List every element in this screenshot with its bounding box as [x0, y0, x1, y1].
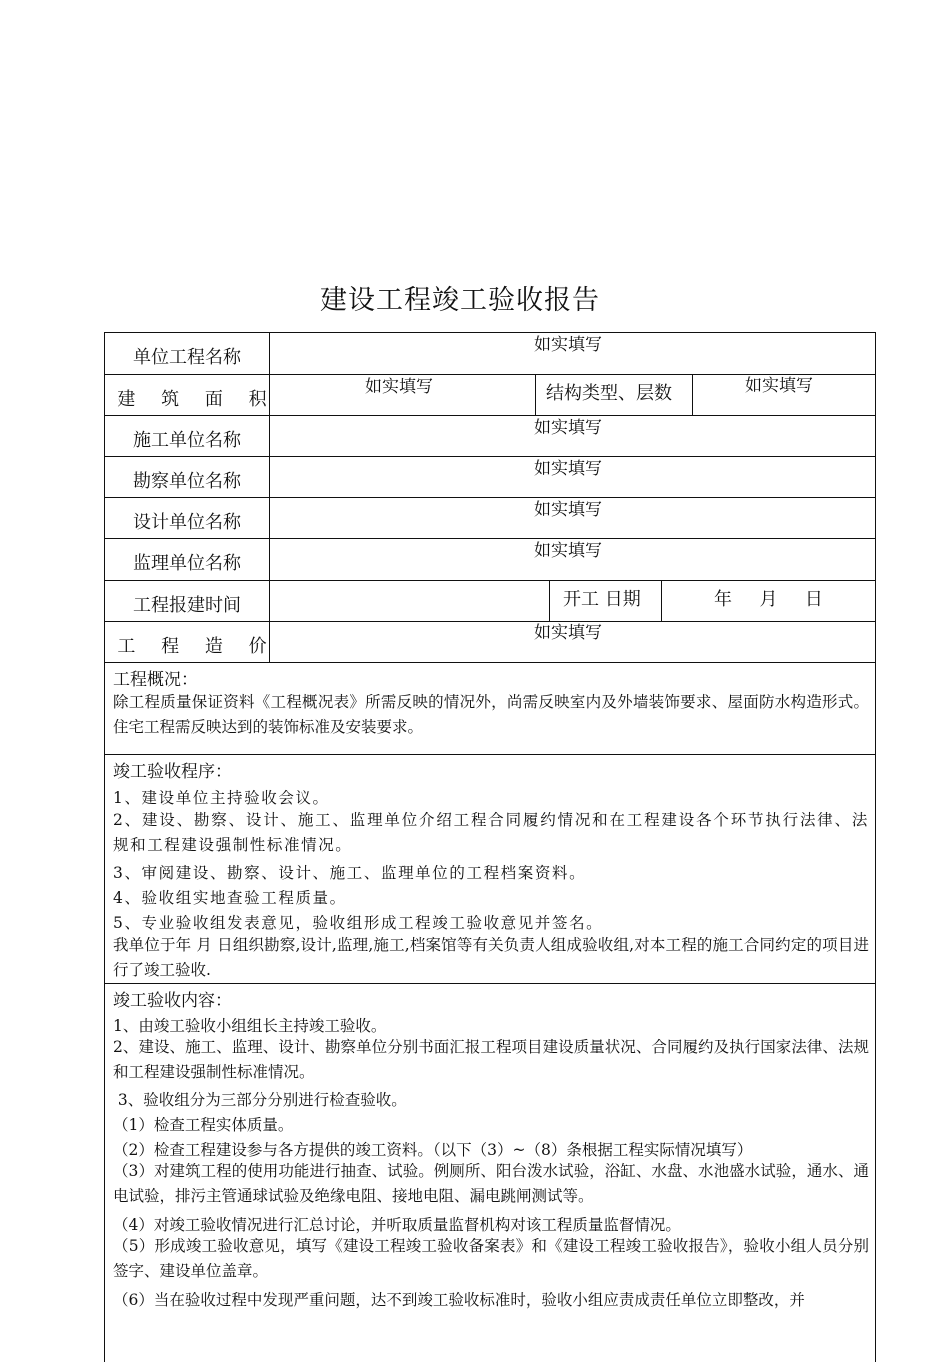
table-rule — [104, 415, 876, 416]
content-item: （4）对竣工验收情况进行汇总讨论，并听取质量监督机构对该工程质量监督情况。 — [113, 1216, 681, 1234]
table-rule — [104, 580, 876, 581]
structure-value: 如实填写 — [745, 376, 813, 396]
overview-heading: 工程概况： — [113, 670, 198, 690]
building-area-label: 建 筑 面 积 — [117, 389, 277, 410]
cost-label: 工 程 造 价 — [117, 636, 277, 657]
table-rule — [104, 374, 876, 375]
procedure-heading: 竣工验收程序： — [113, 762, 232, 782]
unit-name-label: 单位工程名称 — [133, 347, 241, 368]
procedure-item: 3、审阅建设、勘察、设计、施工、监理单位的工程档案资料。 — [113, 864, 587, 882]
table-rule — [692, 374, 693, 415]
table-rule — [104, 456, 876, 457]
survey-unit-label: 勘察单位名称 — [133, 471, 241, 492]
table-rule — [104, 662, 876, 663]
design-unit-value: 如实填写 — [534, 500, 602, 520]
table-rule — [104, 621, 876, 622]
structure-label: 结构类型、层数 — [546, 383, 672, 404]
procedure-item: 1、建设单位主持验收会议。 — [113, 789, 330, 807]
content-item: （1）检查工程实体质量。 — [113, 1116, 294, 1134]
report-time-label: 工程报建时间 — [133, 595, 241, 616]
content-item: 1、由竣工验收小组组长主持竣工验收。 — [113, 1017, 387, 1035]
content-heading: 竣工验收内容： — [113, 991, 232, 1011]
procedure-item: 2、建设、勘察、设计、施工、监理单位介绍工程合同履约情况和在工程建设各个环节执行法律、法规和工程建设强制性标准情况。 — [113, 811, 869, 854]
content-item: 2、建设、施工、监理、设计、勘察单位分别书面汇报工程项目建设质量状况、合同履约及执行国家法律、法规和工程建设强制性标准情况。 — [113, 1038, 869, 1081]
survey-unit-value: 如实填写 — [534, 459, 602, 479]
construction-unit-value: 如实填写 — [534, 418, 602, 438]
overview-text: 除工程质量保证资料《工程概况表》所需反映的情况外，尚需反映室内及外墙装饰要求、屋面防水构造形式。住宅工程需反映达到的装饰标准及安装要求。 — [113, 693, 869, 736]
construction-unit-label: 施工单位名称 — [133, 430, 241, 451]
table-rule — [535, 374, 536, 415]
content-item: （2）检查工程建设参与各方提供的竣工资料。（以下（3）~（8）条根据工程实际情况填写） — [113, 1141, 753, 1159]
content-item: （5）形成竣工验收意见，填写《建设工程竣工验收备案表》和《建设工程竣工验收报告》，验收小组人员分别签字、建设单位盖章。 — [113, 1237, 869, 1280]
supervision-unit-label: 监理单位名称 — [133, 553, 241, 574]
table-rule — [104, 497, 876, 498]
procedure-statement: 我单位于年 月 日组织勘察,设计,监理,施工,档案馆等有关负责人组成验收组,对本工程的施工合同约定的项目进行了竣工验收. — [113, 936, 869, 979]
start-date-label: 开工 日期 — [563, 589, 641, 610]
procedure-item: 4、验收组实地查验工程质量。 — [113, 889, 347, 907]
table-rule — [549, 580, 550, 621]
content-item: （3）对建筑工程的使用功能进行抽查、试验。例厕所、阳台泼水试验，浴缸、水盘、水池盛水试验，通水、通电试验，排污主管通球试验及绝缘电阻、接地电阻、漏电跳闸测试等。 — [113, 1162, 869, 1205]
start-date-value: 年 月 日 — [714, 589, 823, 610]
table-rule — [104, 538, 876, 539]
cost-value: 如实填写 — [534, 623, 602, 643]
content-item: 3、验收组分为三部分分别进行检查验收。 — [113, 1091, 407, 1109]
design-unit-label: 设计单位名称 — [133, 512, 241, 533]
building-area-value: 如实填写 — [365, 377, 433, 397]
unit-name-value: 如实填写 — [534, 335, 602, 355]
table-rule — [104, 983, 876, 984]
procedure-item: 5、专业验收组发表意见，验收组形成工程竣工验收意见并签名。 — [113, 914, 604, 932]
supervision-unit-value: 如实填写 — [534, 541, 602, 561]
content-item: （6）当在验收过程中发现严重问题，达不到竣工验收标准时，验收小组应责成责任单位立即整改，并 — [113, 1291, 805, 1309]
table-rule — [104, 754, 876, 755]
document-title: 建设工程竣工验收报告 — [320, 285, 600, 316]
